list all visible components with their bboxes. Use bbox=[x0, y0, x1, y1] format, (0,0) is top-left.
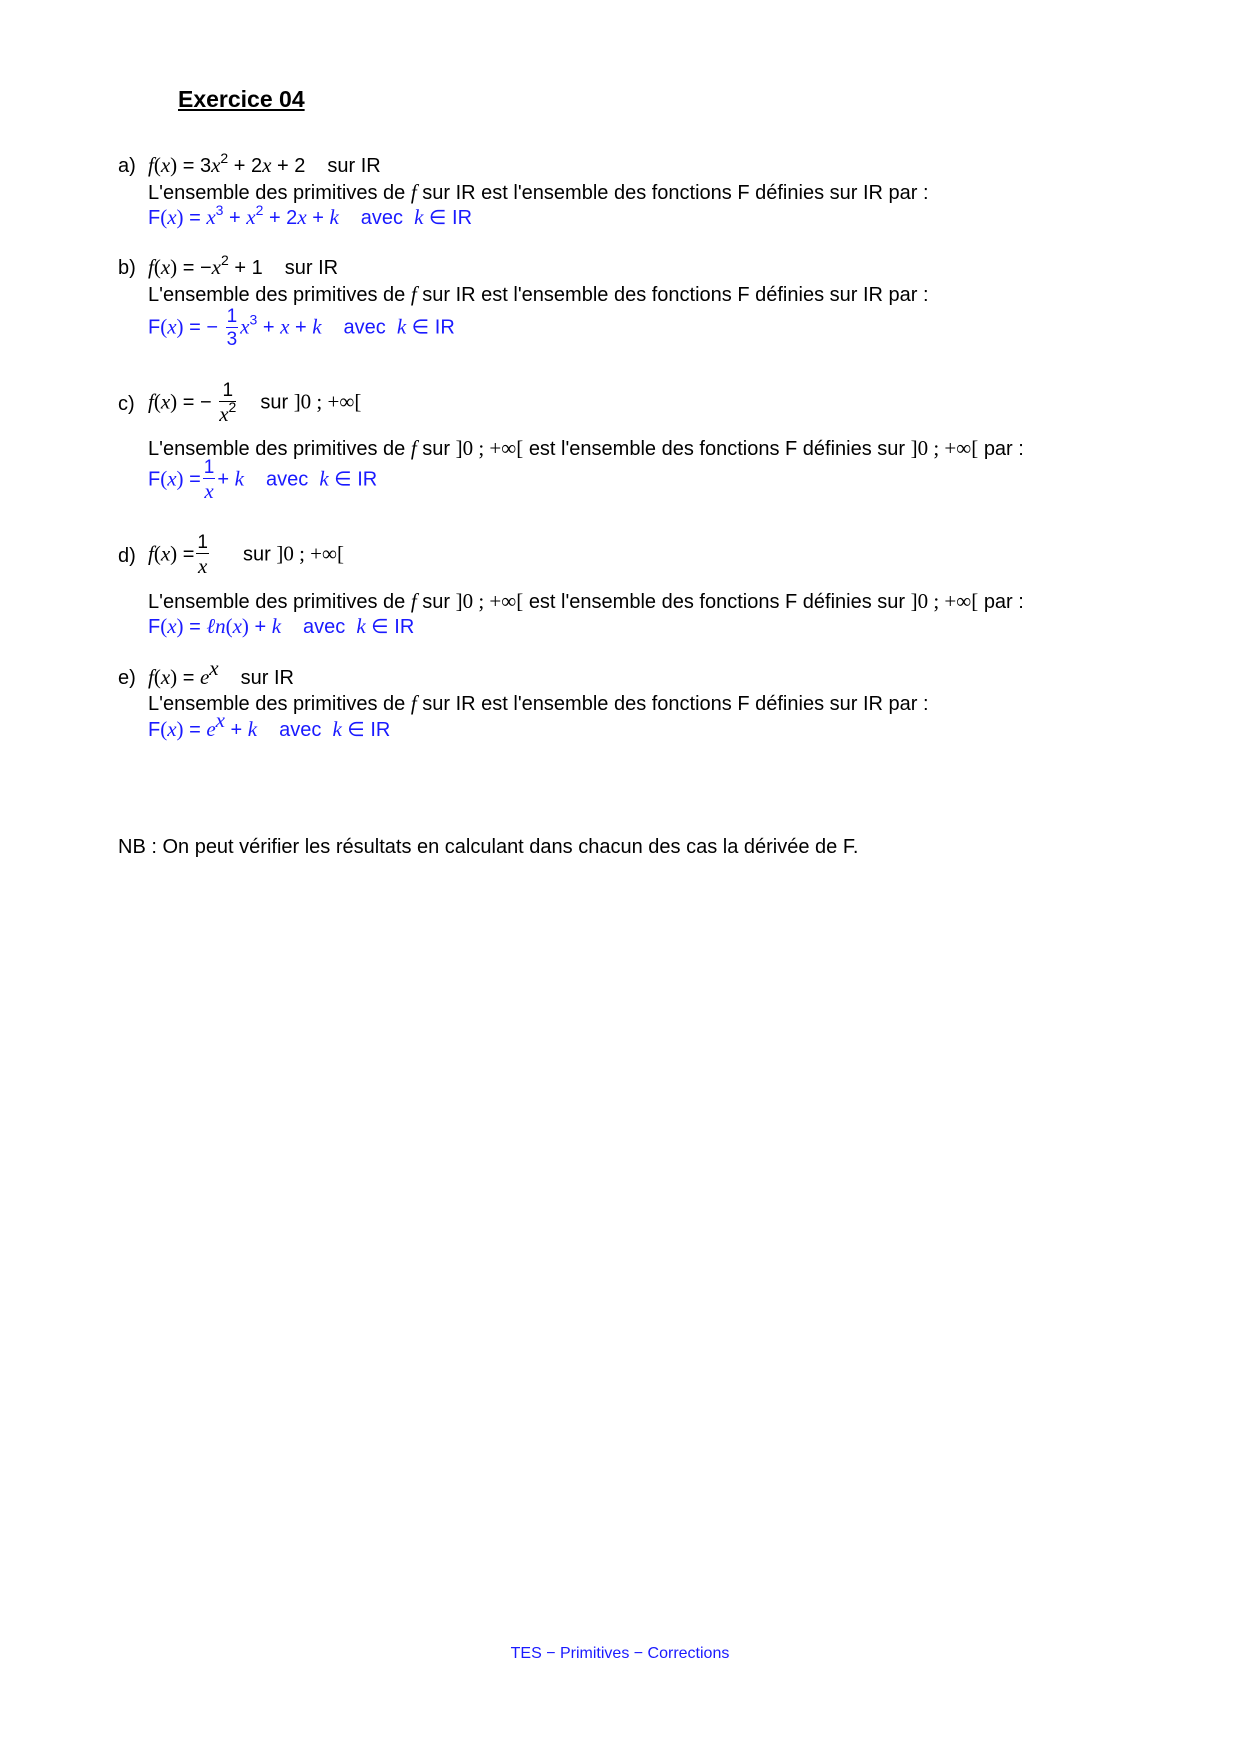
nb-note: NB : On peut vérifier les résultats en calculant dans chacun des cas la dérivée de F. bbox=[118, 836, 859, 858]
item-d-statement: L'ensemble des primitives de f sur ]0 ; +∞[ est l'ensemble des fonctions F définies sur ]0 ; +∞[ par : bbox=[148, 589, 1024, 613]
item-a-statement: L'ensemble des primitives de f sur IR est l'ensemble des fonctions F définies sur IR par : bbox=[148, 180, 929, 204]
item-d-function: f(x) = $\frac{1}{x}$ sur ]0 ; +∞[ bbox=[148, 532, 344, 578]
item-a-label: a) bbox=[118, 155, 136, 177]
item-b-function: $f(x) = -x^2 + 1$ sur IR bbox=[148, 252, 339, 279]
item-c-function: f(x) = − $\frac{1}{x^2}$ sur ]0 ; +∞[ bbox=[148, 380, 362, 426]
item-a-primitive: $F(x) = x^3 + x^2 + 2x + k$ avec k ∈ IR bbox=[148, 202, 473, 229]
item-b-label: b) bbox=[118, 257, 136, 279]
item-e-primitive: $F(x) = e^x + k$ avec k ∈ IR bbox=[148, 708, 391, 741]
item-a-function: $f(x) = 3x^2 + 2x + 2$ sur IR bbox=[148, 150, 381, 177]
item-c-label: c) bbox=[118, 393, 135, 415]
item-d-label: d) bbox=[118, 545, 136, 567]
item-b-primitive: F(x) = − $\frac{1}{3}$ $x^3 + x + k$ avec k ∈ IR bbox=[148, 306, 455, 350]
item-c-statement: L'ensemble des primitives de f sur ]0 ; +∞[ est l'ensemble des fonctions F définies sur ]0 ; +∞[ par : bbox=[148, 436, 1024, 460]
item-e-statement: L'ensemble des primitives de f sur IR est l'ensemble des fonctions F définies sur IR par : bbox=[148, 691, 929, 715]
item-e-function: $f(x) = e^x$ sur IR bbox=[148, 656, 294, 689]
item-b-statement: L'ensemble des primitives de f sur IR est l'ensemble des fonctions F définies sur IR par : bbox=[148, 282, 929, 306]
page-footer: TES − Primitives − Corrections bbox=[510, 1645, 730, 1662]
exercise-title: Exercice 04 bbox=[178, 86, 305, 112]
item-c-primitive: F(x) = $\frac{1}{x}$ + k avec k ∈ IR bbox=[148, 457, 378, 503]
item-e-label: e) bbox=[118, 667, 136, 689]
item-d-primitive: F(x) = ℓn(x) + k avec k ∈ IR bbox=[148, 614, 415, 638]
